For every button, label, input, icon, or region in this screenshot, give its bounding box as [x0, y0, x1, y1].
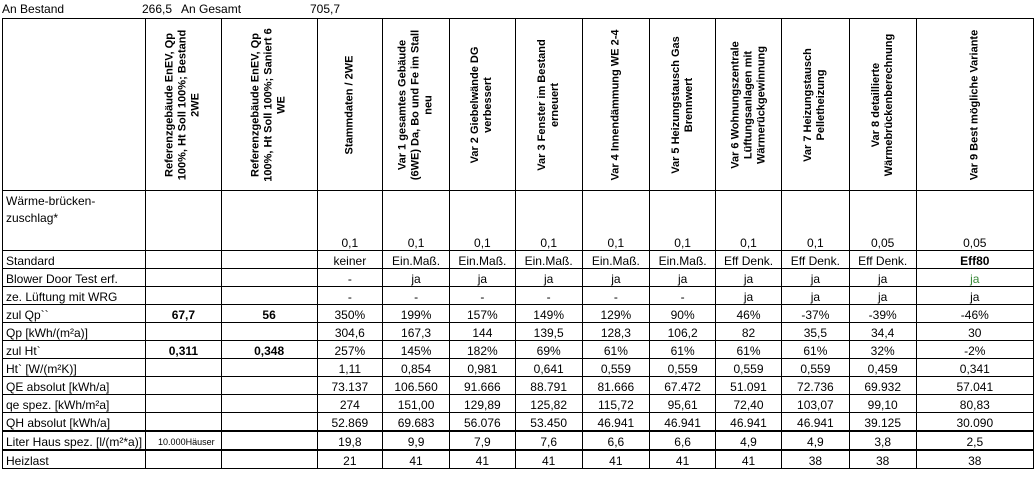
comparison-table — [2, 18, 1034, 469]
table-cell: 72,40 — [716, 395, 782, 413]
row-label: Heizlast — [3, 450, 146, 469]
table-cell: -39% — [849, 305, 916, 323]
table-cell: 56.076 — [449, 413, 515, 432]
row-label: QH absolut [kWh/a] — [3, 413, 146, 432]
table-cell: -2% — [916, 341, 1033, 359]
table-cell: 95,61 — [650, 395, 716, 413]
table-cell: - — [317, 269, 383, 287]
table-cell: 0,641 — [515, 359, 582, 377]
row-label: Standard — [3, 251, 146, 269]
table-cell: - — [650, 287, 716, 305]
table-cell: 46.941 — [716, 413, 782, 432]
table-cell: ja — [916, 287, 1033, 305]
column-header: Referenzgebäude EnEV, Qp 100%, Ht Soll 100%; Saniert 6 WE — [221, 19, 317, 191]
table-cell — [146, 413, 222, 432]
table-cell: 38 — [916, 450, 1033, 469]
table-row — [3, 431, 1034, 450]
column-header: Var 2 Giebelwände DG verbessert — [449, 19, 515, 191]
row-label: ze. Lüftung mit WRG — [3, 287, 146, 305]
table-cell: 0,1 — [781, 191, 849, 251]
table-cell: 69.932 — [849, 377, 916, 395]
table-cell: ja — [650, 269, 716, 287]
table-cell: 46.941 — [781, 413, 849, 432]
table-cell: - — [582, 287, 650, 305]
table-cell: 46% — [716, 305, 782, 323]
table-cell: keiner — [317, 251, 383, 269]
table-cell: 0,1 — [383, 191, 450, 251]
table-cell: 182% — [449, 341, 515, 359]
table-cell: Eff Denk. — [849, 251, 916, 269]
table-cell — [146, 287, 222, 305]
table-row — [3, 269, 1034, 287]
table-cell — [221, 395, 317, 413]
table-cell: 72.736 — [781, 377, 849, 395]
summary-bar — [0, 0, 1034, 18]
table-cell: 41 — [449, 450, 515, 469]
table-cell: 0,1 — [317, 191, 383, 251]
column-header: Var 6 Wohnungszentrale Lüftungsanlagen mit Wärmerückgewinnung — [716, 19, 782, 191]
table-cell — [221, 323, 317, 341]
header-row — [3, 19, 1034, 191]
table-cell: 257% — [317, 341, 383, 359]
gesamt-label: An Gesamt — [181, 2, 242, 16]
table-cell: 103,07 — [781, 395, 849, 413]
table-cell: 10.000Häuser — [146, 431, 222, 450]
table-cell: 90% — [650, 305, 716, 323]
table-cell: 4,9 — [716, 431, 782, 450]
table-cell: 0,854 — [383, 359, 450, 377]
table-cell: 91.666 — [449, 377, 515, 395]
column-header: Var 1 gesamtes Gebäude (6WE) Da, Bo und Fe im Stall neu — [383, 19, 450, 191]
table-cell: ja — [449, 269, 515, 287]
table-cell: 51.091 — [716, 377, 782, 395]
table-cell: 7,9 — [449, 431, 515, 450]
table-cell: ja — [849, 269, 916, 287]
table-cell — [221, 450, 317, 469]
table-cell: 80,83 — [916, 395, 1033, 413]
row-label: QE absolut [kWh/a] — [3, 377, 146, 395]
table-cell: 57.041 — [916, 377, 1033, 395]
row-label: Liter Haus spez. [l/(m²*a)] — [3, 431, 146, 450]
table-cell: 35,5 — [781, 323, 849, 341]
header-corner — [3, 19, 146, 191]
table-cell — [221, 359, 317, 377]
table-cell: 0,559 — [582, 359, 650, 377]
table-cell: 61% — [582, 341, 650, 359]
table-cell: 128,3 — [582, 323, 650, 341]
table-cell — [146, 323, 222, 341]
table-cell: ja — [515, 269, 582, 287]
row-label: Ht` [W/(m²K)] — [3, 359, 146, 377]
table-cell: - — [449, 287, 515, 305]
table-cell: Ein.Maß. — [582, 251, 650, 269]
column-header: Referenzgebäude EnEV, Qp 100%, Ht Soll 100%; Bestand 2WE — [146, 19, 222, 191]
table-cell: - — [515, 287, 582, 305]
table-cell: 350% — [317, 305, 383, 323]
table-cell — [146, 377, 222, 395]
table-cell: 125,82 — [515, 395, 582, 413]
table-cell — [146, 450, 222, 469]
table-cell: Eff Denk. — [716, 251, 782, 269]
table-cell: 0,1 — [515, 191, 582, 251]
table-cell: 61% — [650, 341, 716, 359]
table-cell: 19,8 — [317, 431, 383, 450]
table-cell: 1,11 — [317, 359, 383, 377]
table-cell: 0,981 — [449, 359, 515, 377]
table-cell: 6,6 — [650, 431, 716, 450]
table-cell: 0,1 — [650, 191, 716, 251]
table-cell: 145% — [383, 341, 450, 359]
table-cell: 41 — [515, 450, 582, 469]
table-cell: 81.666 — [582, 377, 650, 395]
row-label: Wärme-brücken-zuschlag* — [3, 191, 146, 251]
table-cell: 0,05 — [849, 191, 916, 251]
table-cell: 3,8 — [849, 431, 916, 450]
table-cell: Eff Denk. — [781, 251, 849, 269]
table-cell — [146, 269, 222, 287]
table-cell: Ein.Maß. — [383, 251, 450, 269]
table-cell: ja — [383, 269, 450, 287]
table-cell: ja — [916, 269, 1033, 287]
table-cell: 0,311 — [146, 341, 222, 359]
row-label: Qp [kWh/(m²a)] — [3, 323, 146, 341]
table-cell: 149% — [515, 305, 582, 323]
table-cell: 21 — [317, 450, 383, 469]
table-cell: Ein.Maß. — [515, 251, 582, 269]
table-cell: 61% — [716, 341, 782, 359]
column-header: Var 5 Heizungstausch Gas Brennwert — [650, 19, 716, 191]
table-cell — [221, 191, 317, 251]
table-cell — [146, 191, 222, 251]
table-cell: 69.683 — [383, 413, 450, 432]
table-cell: 41 — [650, 450, 716, 469]
table-cell: 39.125 — [849, 413, 916, 432]
table-cell: 0,05 — [916, 191, 1033, 251]
table-row — [3, 251, 1034, 269]
bestand-value: 266,5 — [142, 2, 173, 16]
column-header: Stammdaten / 2WE — [317, 19, 383, 191]
table-cell: 0,1 — [582, 191, 650, 251]
table-cell: 6,6 — [582, 431, 650, 450]
table-row — [3, 191, 1034, 251]
table-cell: ja — [716, 269, 782, 287]
table-cell: 151,00 — [383, 395, 450, 413]
table-cell: 38 — [781, 450, 849, 469]
column-header: Var 3 Fenster im Bestand erneuert — [515, 19, 582, 191]
table-cell: ja — [716, 287, 782, 305]
table-cell: 46.941 — [650, 413, 716, 432]
table-cell — [221, 251, 317, 269]
table-cell: 82 — [716, 323, 782, 341]
table-cell: 56 — [221, 305, 317, 323]
table-row — [3, 359, 1034, 377]
table-cell: ja — [582, 269, 650, 287]
table-cell: Ein.Maß. — [650, 251, 716, 269]
column-header: Var 7 Heizungstausch Pelletheizung — [781, 19, 849, 191]
table-cell: 7,6 — [515, 431, 582, 450]
row-label: qe spez. [kWh/m²a] — [3, 395, 146, 413]
table-cell: 2,5 — [916, 431, 1033, 450]
table-cell: 99,10 — [849, 395, 916, 413]
table-cell: 274 — [317, 395, 383, 413]
table-cell: 32% — [849, 341, 916, 359]
table-row — [3, 323, 1034, 341]
table-row — [3, 395, 1034, 413]
table-cell — [146, 395, 222, 413]
table-cell: 41 — [383, 450, 450, 469]
table-cell: 129% — [582, 305, 650, 323]
bestand-label: An Bestand — [2, 2, 65, 16]
table-row — [3, 287, 1034, 305]
table-cell: 167,3 — [383, 323, 450, 341]
table-cell: -46% — [916, 305, 1033, 323]
table-cell: Ein.Maß. — [449, 251, 515, 269]
table-cell: 30.090 — [916, 413, 1033, 432]
table-cell: Eff80 — [916, 251, 1033, 269]
table-cell: 199% — [383, 305, 450, 323]
table-cell: 129,89 — [449, 395, 515, 413]
table-cell: ja — [849, 287, 916, 305]
table-cell: ja — [781, 269, 849, 287]
table-cell: 73.137 — [317, 377, 383, 395]
table-cell: 0,559 — [650, 359, 716, 377]
column-header: Var 8 detaillierte Wärmebrückenberechnung — [849, 19, 916, 191]
table-cell — [146, 359, 222, 377]
table-cell: 0,559 — [781, 359, 849, 377]
table-cell — [146, 251, 222, 269]
table-cell: 88.791 — [515, 377, 582, 395]
table-cell — [221, 413, 317, 432]
table-row — [3, 450, 1034, 469]
table-cell: 106,2 — [650, 323, 716, 341]
table-cell: 38 — [849, 450, 916, 469]
table-row — [3, 413, 1034, 432]
row-label: zul Ht` — [3, 341, 146, 359]
table-cell: - — [383, 287, 450, 305]
table-cell: 157% — [449, 305, 515, 323]
table-cell: 0,1 — [716, 191, 782, 251]
table-cell: 9,9 — [383, 431, 450, 450]
table-row — [3, 377, 1034, 395]
table-cell: 304,6 — [317, 323, 383, 341]
table-cell: 52.869 — [317, 413, 383, 432]
table-cell: 46.941 — [582, 413, 650, 432]
table-cell — [221, 269, 317, 287]
table-cell: 34,4 — [849, 323, 916, 341]
column-header: Var 9 Best mögliche Variante — [916, 19, 1033, 191]
table-cell: 0,559 — [716, 359, 782, 377]
table-cell: 69% — [515, 341, 582, 359]
table-cell — [221, 377, 317, 395]
table-cell: 41 — [716, 450, 782, 469]
column-header: Var 4 Innendämmung WE 2-4 — [582, 19, 650, 191]
table-row — [3, 305, 1034, 323]
table-cell: 61% — [781, 341, 849, 359]
row-label: zul Qp`` — [3, 305, 146, 323]
table-cell: -37% — [781, 305, 849, 323]
table-cell: 139,5 — [515, 323, 582, 341]
table-cell: 115,72 — [582, 395, 650, 413]
table-cell: 0,348 — [221, 341, 317, 359]
table-cell — [221, 287, 317, 305]
table-cell: 67,7 — [146, 305, 222, 323]
table-row — [3, 341, 1034, 359]
table-cell: ja — [781, 287, 849, 305]
table-cell: 67.472 — [650, 377, 716, 395]
table-cell — [221, 431, 317, 450]
table-cell: 0,341 — [916, 359, 1033, 377]
gesamt-value: 705,7 — [310, 2, 341, 16]
table-cell: 30 — [916, 323, 1033, 341]
table-cell: 106.560 — [383, 377, 450, 395]
table-cell: 4,9 — [781, 431, 849, 450]
table-cell: 0,1 — [449, 191, 515, 251]
table-cell: - — [317, 287, 383, 305]
table-cell: 53.450 — [515, 413, 582, 432]
table-cell: 144 — [449, 323, 515, 341]
table-cell: 41 — [582, 450, 650, 469]
row-label: Blower Door Test erf. — [3, 269, 146, 287]
table-cell: 0,459 — [849, 359, 916, 377]
